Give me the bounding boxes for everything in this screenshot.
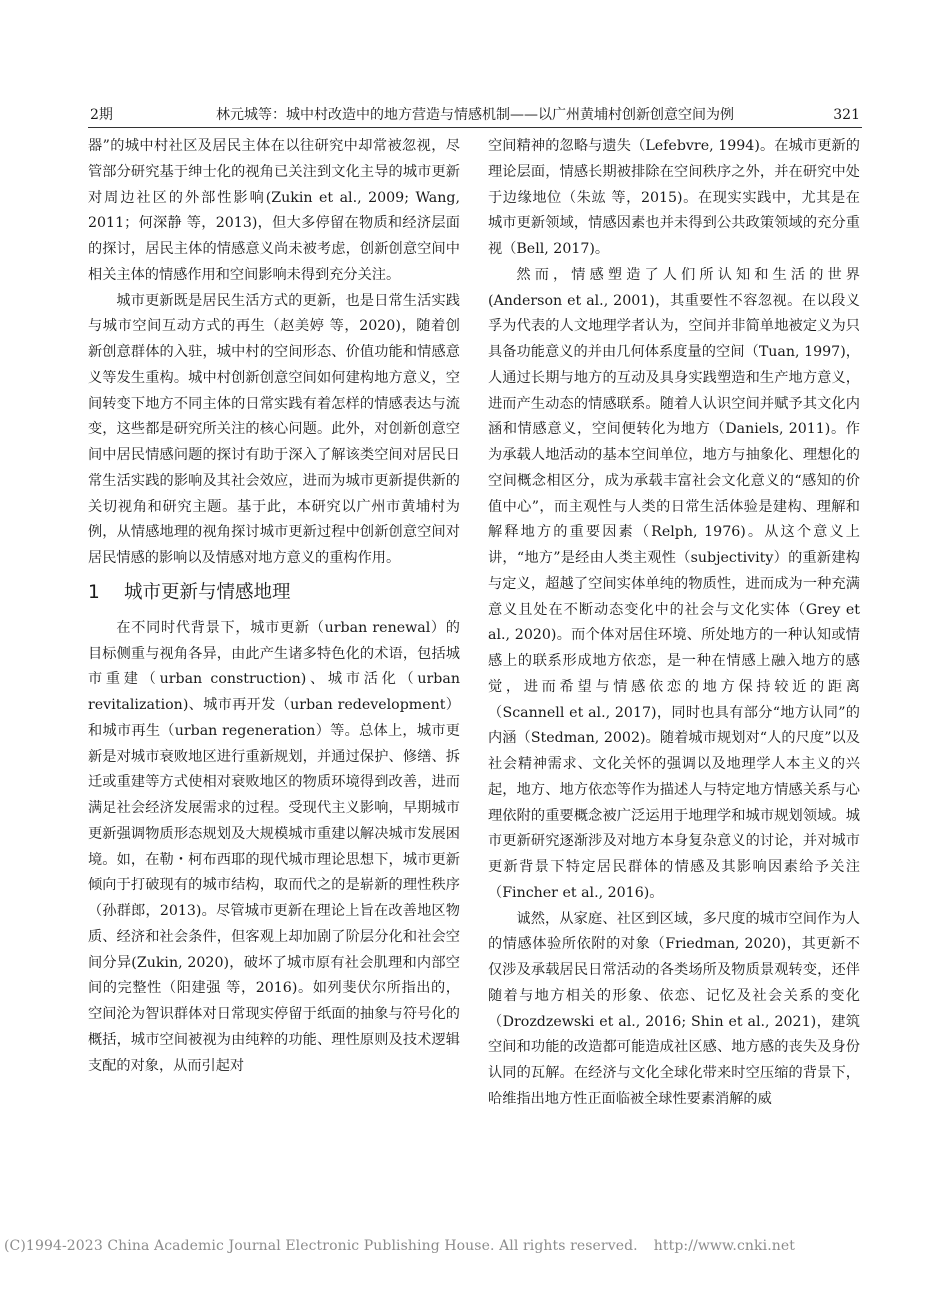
copyright-footer [4, 1238, 795, 1254]
left-paragraph-1: 器”的城中村社区及居民主体在以往研究中却常被忽视，尽管部分研究基于绅士化的视角已关注到文化主导的城市更新对周边社区的外部性影响(Zukin et al., 2009; Wang, 2011；何深静 等，2013)，但大多停留在物质和经济层面的探讨，居民主体的情感意义尚未被考虑，创新创意空间中相关主体的情感作用和空间影响未得到充分关注。 [88, 138, 460, 283]
left-column [88, 134, 460, 1079]
running-header [88, 103, 862, 128]
page-number: 321 [833, 107, 860, 123]
section-number: 1 [88, 581, 100, 603]
section-heading [88, 580, 460, 606]
right-paragraph-3: 诚然，从家庭、社区到区域，多尺度的城市空间作为人的情感体验所依附的对象（Friedman, 2020)，其更新不仅涉及承载居民日常活动的各类场所及物质景观转变，还伴随着与地方相关的形象、依恋、记忆及社会关系的变化（Drozdzewski et al., 2016; Shin et al., 2021)，建筑空间和功能的改造都可能造成社区感、地方感的丧失及身份认同的瓦解。在经济与文化全球化带来时空压缩的背景下，哈维指出地方性正面临被全球性要素消解的威 [488, 910, 860, 1107]
running-title: 林元城等：城中村改造中的地方营造与情感机制——以广州黄埔村创新创意空间为例 [216, 107, 734, 123]
issue-label: 2期 [90, 107, 113, 123]
right-paragraph-1: 空间精神的忽略与遗失（Lefebvre, 1994)。在城市更新的理论层面，情感长期被排除在空间秩序之外，并在研究中处于边缘地位（朱竑 等，2015)。在现实实践中，尤其是在城市更新领域，情感因素也并未得到公共政策领域的充分重视（Bell, 2017)。 [488, 138, 860, 257]
right-column [488, 134, 860, 1113]
left-paragraph-2: 城市更新既是居民生活方式的更新，也是日常生活实践与城市空间互动方式的再生（赵美婷 等，2020)，随着创新创意群体的入驻，城中村的空间形态、价值功能和情感意义等发生重构。城中村创新创意空间如何建构地方意义，空间转变下地方不同主体的日常实践有着怎样的情感表达与流变，这些都是研究所关注的核心问题。此外，对创新创意空间中居民情感问题的探讨有助于深入了解该类空间对居民日常生活实践的影响及其社会效应，进而为城市更新提供新的关切视角和研究主题。基于此，本研究以广州市黄埔村为例，从情感地理的视角探讨城市更新过程中创新创意空间对居民情感的影响以及情感对地方意义的重构作用。 [88, 292, 460, 566]
section-title-text: 城市更新与情感地理 [124, 581, 291, 603]
left-paragraph-3: 在不同时代背景下，城市更新（urban renewal）的目标侧重与视角各异，由此产生诸多特色化的术语，包括城市重建（urban construction)、城市活化（urban revitalization)、城市再开发（urban redevelopment）和城市再生（urban regeneration）等。总体上，城市更新是对城市衰败地区进行重新规划，并通过保护、修缮、拆迁或重建等方式使相对衰败地区的物质环境得到改善，进而满足社会经济发展需求的过程。受现代主义影响，早期城市更新强调物质形态规划及大规模城市重建以解决城市发展困境。如，在勒・柯布西耶的现代城市理论思想下，城市更新倾向于打破现有的城市结构，取而代之的是崭新的理性秩序（孙群郎，2013)。尽管城市更新在理论上旨在改善地区物质、经济和社会条件，但客观上却加剧了阶层分化和社会空间分异(Zukin, 2020)，破坏了城市原有社会肌理和内部空间的完整性（阳建强 等，2016)。如列斐伏尔所指出的，空间沦为智识群体对日常现实停留于纸面的抽象与符号化的概括，城市空间被视为由纯粹的功能、理性原则及技术逻辑支配的对象，从而引起对 [88, 619, 460, 1074]
footer-url[interactable]: http://www.cnki.net [653, 1238, 795, 1254]
right-paragraph-2: 然而，情感塑造了人们所认知和生活的世界(Anderson et al., 2001)，其重要性不容忽视。在以段义孚为代表的人文地理学者认为，空间并非简单地被定义为只具备功能意义的并由几何体系度量的空间（Tuan, 1997)，人通过长期与地方的互动及具身实践塑造和生产地方意义，进而产生动态的情感联系。随着人认识空间并赋予其文化内涵和情感意义，空间便转化为地方（Daniels, 2011)。作为承载人地活动的基本空间单位，地方与抽象化、理想化的空间概念相区分，成为承载丰富社会文化意义的“感知的价值中心”，而主观性与人类的日常生活体验是建构、理解和解释地方的重要因素（Relph, 1976)。从这个意义上讲，“地方”是经由人类主观性（subjectivity）的重新建构与定义，超越了空间实体单纯的物质性，进而成为一种充满意义且处在不断动态变化中的社会与文化实体（Grey et al., 2020)。而个体对居住环境、所处地方的一种认知或情感上的联系形成地方依恋，是一种在情感上融入地方的感觉，进而希望与情感依恋的地方保持较近的距离（Scannell et al., 2017)，同时也具有部分“地方认同”的内涵（Stedman, 2002)。随着城市规划对“人的尺度”以及社会精神需求、文化关怀的强调以及地理学人本主义的兴起，地方、地方依恋等作为描述人与特定地方情感关系与心理依附的重要概念被广泛运用于地理学和城市规划领域。城市更新研究逐渐涉及对地方本身复杂意义的讨论，并对城市更新背景下特定居民群体的情感及其影响因素给予关注（Fincher et al., 2016)。 [488, 266, 860, 901]
copyright-text: (C)1994-2023 China Academic Journal Electronic Publishing House. All rights reserved. [4, 1238, 638, 1254]
